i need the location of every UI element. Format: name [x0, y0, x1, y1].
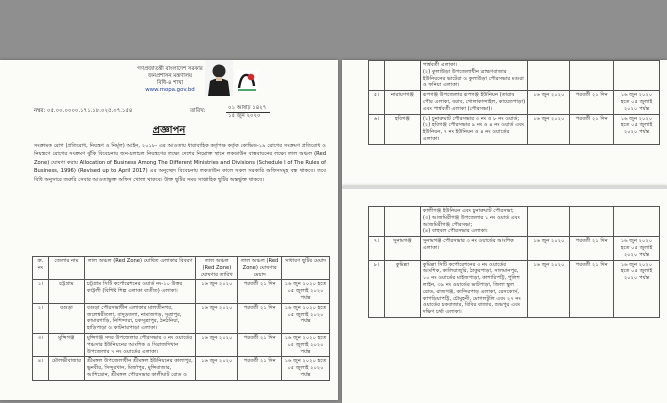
cell-leave: ১৬ জুন ২০২০ হতে ০৫ জুলাই ২০২০ পর্যন্ত [614, 237, 660, 260]
col-date: লাল অঞ্চল (Red Zone) ঘোষণার তারিখ [196, 257, 238, 280]
cell-date [528, 61, 570, 91]
col-period: লাল অঞ্চল (Red Zone) ঘোষণার মেয়াদ [238, 257, 282, 280]
cell-period: পরবর্তী ২১ দিন [570, 237, 614, 260]
cell-date: ১৬ জুন ২০২০ [196, 333, 238, 356]
cell-leave: ১৬ জুন ২০২০ হতে ০৫ জুলাই ২০২০ পর্যন্ত [614, 114, 660, 144]
cell-period: পরবর্তী ২১ দিন [570, 114, 614, 144]
cell-area: মুন্সিগঞ্জ সদর উপজেলার পৌরসভার ৩ নং ওয়ার্ডের পঞ্চসার ইউনিয়নের আংশিক ও সিরাজদিখান উপজেলার ৭ নং ওয়ার্ডের এলাকা। [84, 333, 195, 356]
red-zone-table-continued [368, 60, 660, 145]
cell-period: পরবর্তী ২১ দিন [238, 303, 282, 333]
cell-leave: ১৬ জুন ২০২০ হতে ০৫ জুলাই ২০২০ পর্যন্ত [282, 303, 330, 333]
table-row [33, 280, 330, 303]
cell-period [570, 207, 614, 237]
notice-title: প্রজ্ঞাপন [152, 125, 186, 136]
table-row [33, 333, 330, 356]
cell-district: মৌলভীবাজার [48, 357, 84, 380]
header-line-1: গণপ্রজাতন্ত্রী বাংলাদেশ সরকার [137, 66, 203, 72]
table-row [369, 260, 660, 317]
cell-district: হবিগঞ্জ [384, 114, 420, 144]
cell-date: ১৬ জুন ২০২০ [196, 280, 238, 303]
cell-leave: ১৬ জুন ২০২০ হতে ০৫ জুলাই ২০২০ পর্যন্ত [282, 280, 330, 303]
cell-area: কালীগঞ্জ ইউনিয়ন এবং চুনারুঘাট পৌরসভা; (৩) আজমিরীগঞ্জ উপজেলার ১ নং ওয়ার্ড এবং আজমিরীগঞ্জ পৌরসভা; (৪) বাহুবল পৌরসভার এলাকা। [420, 207, 528, 237]
cell-area: শ্রীমঙ্গল উপজেলাধীন শ্রীমঙ্গল ইউনিয়নের কালাপুর, ভুনবীর, সিন্দুরখান, মির্জাপুর, মুন্সিবাজার, আশিদ্রোন, শ্রীমঙ্গল পৌরসভার কালীঘাট রোড ও [84, 357, 195, 380]
notice-body: সংক্রামক রোগ (প্রতিরোধ, নিয়ন্ত্রণ ও নির্মূল) আইন, ২০১৮- এর আওতায় ধারাবাহিক কর্তৃপক্ষ কর্তৃক কোভিড-১৯ রোগের সংক্রমণ প্রতিরোধ ও নিয়ন্ত্রণে রোগের সংক্রমণ ঝুঁকি বিবেচনায় জন-চলাচল নিয়ন্ত্রণের লক্ষ্যে দেশের নিম্নোক্ত স্থানে লকডাউন বাস্তবায়নের লক্ষ্যে লাল অঞ্চল (Red Zone) ঘোষণা করায় Allocation of Business Among The Different Ministries and Divisions (Schedule I of The Rules of Business, 1996) (Revised up to April 2017) এর অনুচ্ছেদ বিবেচনায় লকডাউন কালে সকল সরকারি অফিসসমূহ বন্ধ থাকবে। তবে বিধি অনুসারে জরুরি সেবার আওতাভুক্ত অফিস খোলা থাকবে। উক্ত ছুটির সময় সাপ্তাহিক ছুটির অন্তর্ভুক্ত থাকবে। [34, 143, 326, 183]
cell-area: কুমিল্লা সিটি কর্পোরেশনের ৩ নং ওয়ার্ডের আংশিক, কালিয়াজুরি, ঠাকুরপাড়া, সালমানপুর, ১০ নং ওয়ার্ডের মাইজপাড়া, কাশারিপট্টি, পুলিশ লাইন, ৩৯ নং ওয়ার্ডের ভাটপাড়া, জিলা স্কুল রোড, রাজগঞ্জ, কান্দিরপাড় এলাকা, রেসকোর্স, কাপড়িয়াপট্টি, চৌমুহনী, মোগলটুলি এবং ২৭ নং ওয়ার্ডের চকবাজার, বিবির বাজার, শুভপুর এবং দক্ষিণ চর্থা এলাকা। [420, 260, 528, 317]
cell-area: রূপগঞ্জ উপজেলার রূপগঞ্জ ইউনিয়ন (তারাব পৌর এলাকা, বরাব, গোলাকান্দাইল, কায়েতপাড়া) এবং পার্শ্ববর্তী এলাকা (পৌরসভা)। [420, 91, 528, 114]
cell-area: পার্শ্ববর্তী এলাকা। (২) কুলাউড়া উপজেলাধীন ব্রাহ্মণবাজার ইউনিয়নের ভাটেরা ও কুলাউড়া পৌরসভার মগুরা ও ফনিয়া এলাকা। [420, 61, 528, 91]
cell-district [384, 61, 420, 91]
table-row [369, 207, 660, 237]
cell-period: পরবর্তী ২১ দিন [238, 280, 282, 303]
mujib-borsho-logo [236, 70, 258, 92]
cell-date [528, 207, 570, 237]
table-row [369, 237, 660, 260]
table-header-row [33, 257, 330, 280]
cell-district: মুন্সিগঞ্জ [48, 333, 84, 356]
cell-area: সুনামগঞ্জ পৌরসভার ৩ নং ওয়ার্ডের আংশিক এলাকা। [420, 237, 528, 260]
table-row [33, 357, 330, 380]
cell-serial: ৬। [369, 114, 385, 144]
cell-period [570, 61, 614, 91]
cell-area: বগুড়া পৌরসভাধীন এলাকার মালতীনগর, জলেশ্বরীতলা, বাদুড়তলা, নামাজগড়, সূত্রাপুর, কামারগাড়ি, নিশিন্দারা, চকসূত্রাপুর, ঠনঠনিয়া, হাড়িপাড়া ও কাটনারপাড়া এলাকা। [84, 303, 195, 333]
cell-leave: ১৬ জুন ২০২০ হতে ০৫ জুলাই ২০২০ পর্যন্ত [614, 260, 660, 317]
cell-serial: ৩। [33, 333, 49, 356]
cell-period: পরবর্তী ২১ দিন [238, 333, 282, 356]
table-row [369, 91, 660, 114]
cell-leave: ১৬ জুন ২০২০ হতে ০৫ জুলাই ২০২০ পর্যন্ত [282, 357, 330, 380]
cell-district: বগুড়া [48, 303, 84, 333]
cell-date: ১৬ জুন ২০২০ [528, 114, 570, 144]
cell-period: পরবর্তী ২১ দিন [570, 91, 614, 114]
cell-serial: ৫। [369, 91, 385, 114]
col-area: লাল অঞ্চল (Red Zone) ঘোষিত এলাকার বিবরণ [84, 257, 195, 280]
cell-date: ১৬ জুন ২০২০ [528, 91, 570, 114]
header-line-2: জনপ্রশাসন মন্ত্রণালয় [147, 73, 193, 79]
cell-leave: ১৬ জুন ২০২০ হতে ০৫ জুলাই ২০২০ পর্যন্ত [614, 91, 660, 114]
memo-number: নম্বর: ০৫.০০.০০০০.১৭১.১৮.০২৫.০৭.১৫৪ [34, 108, 133, 114]
cell-leave [614, 61, 660, 91]
bangabandhu-portrait [205, 60, 233, 96]
cell-serial: ২। [33, 303, 49, 333]
col-leave: সাধারণ ছুটির মেয়াদ [282, 257, 330, 280]
col-serial: ক্র. নং [33, 257, 49, 280]
table-row [33, 303, 330, 333]
date-gregorian: ১৫ জুন ২০২০ [228, 113, 261, 119]
cell-leave [614, 207, 660, 237]
date-divider [226, 112, 270, 113]
cell-serial [369, 61, 385, 91]
cell-period: পরবর্তী ২১ দিন [238, 357, 282, 380]
red-zone-table-continued-2 [368, 206, 660, 318]
cell-serial: ৭। [369, 237, 385, 260]
cell-area: চট্টগ্রাম সিটি কর্পোরেশনের ওয়ার্ড নং-১০ উত্তর কাট্টলী (বিশিষ্ট শিল্প এলাকা ব্যতীত) এলাকা। [84, 280, 195, 303]
date-bangla: ০১ আষাঢ় ১৪২৭ [228, 105, 267, 111]
cell-date: ১৬ জুন ২০২০ [528, 260, 570, 317]
cell-area: (১) চুনারুঘাট পৌরসভার ৩ নং ও ৮ নং ওয়ার্ড; (২) হবিগঞ্জ পৌরসভার ৯ নং ও ৪ নং ওয়ার্ড এবং ইউনিয়ন, ৭ নং ইউনিয়ন ও ৪ নং ওয়ার্ডের এলাকা। [420, 114, 528, 144]
cell-serial: ৮। [369, 260, 385, 317]
cell-leave: ১৬ জুন ২০২০ হতে ০৫ জুলাই ২০২০ পর্যন্ত [282, 333, 330, 356]
cell-date: ১৬ জুন ২০২০ [528, 237, 570, 260]
table-row [369, 114, 660, 144]
cell-date: ১৬ জুন ২০২০ [196, 357, 238, 380]
header-line-3: বিধি-৪ শাখা [156, 80, 184, 86]
table-row [369, 61, 660, 91]
cell-serial [369, 207, 385, 237]
cell-district: কুমিল্লা [384, 260, 420, 317]
cell-district: চট্টগ্রাম [48, 280, 84, 303]
notice-page-1 [0, 60, 338, 400]
cell-district: সুনামগঞ্জ [384, 237, 420, 260]
cell-serial: ১। [33, 280, 49, 303]
red-zone-table [32, 256, 330, 381]
date-label: তারিখ: [190, 108, 206, 114]
cell-date: ১৬ জুন ২০২০ [196, 303, 238, 333]
cell-district [384, 207, 420, 237]
cell-period: পরবর্তী ২১ দিন [570, 260, 614, 317]
col-district: জেলার নাম [48, 257, 84, 280]
cell-serial: ৪। [33, 357, 49, 380]
header-website: www.mopa.gov.bd [145, 87, 195, 93]
cell-district: নারায়ণগঞ্জ [384, 91, 420, 114]
